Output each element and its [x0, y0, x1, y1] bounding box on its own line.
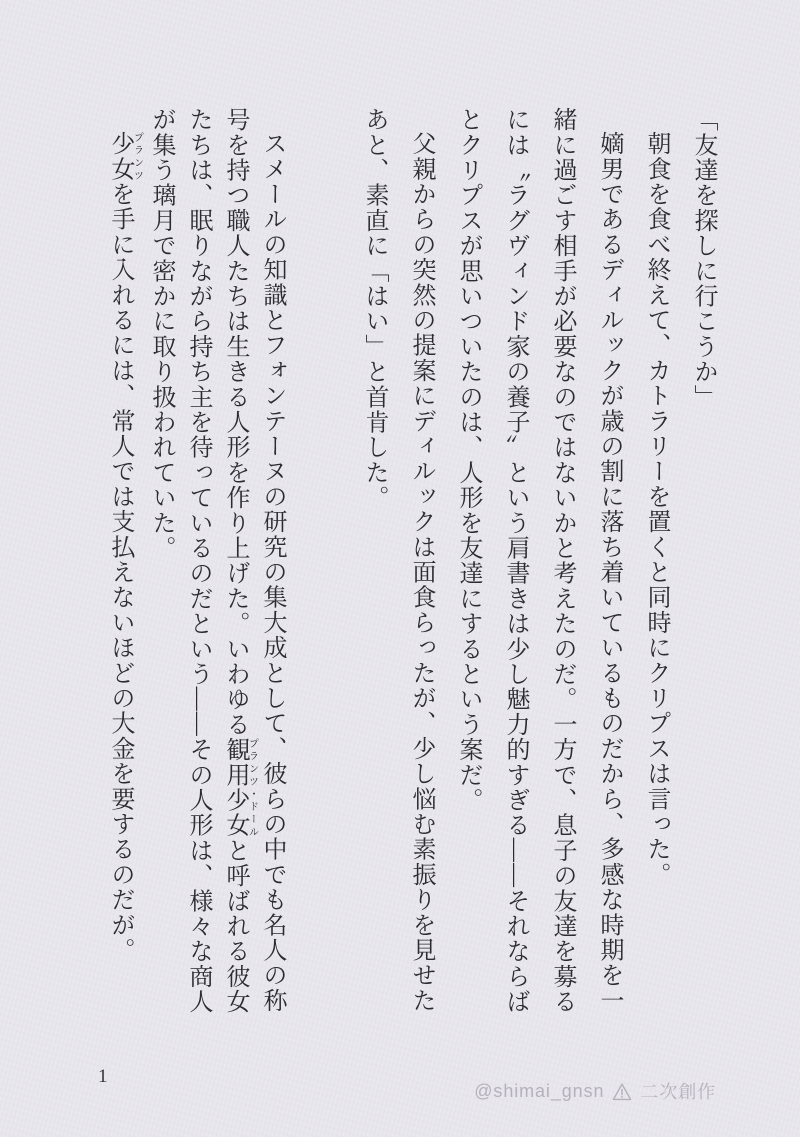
derivative-work-label: 二次創作	[640, 1082, 716, 1102]
paragraph: 父親からの突然の提案にディルックは面食らったが、少し悩む素振りを見せたあと、素直に「はい」と首肯した。	[361, 107, 434, 1013]
paragraph-text: と呼ばれる彼女たちは、眠りながら持ち主を待っているのだという――その人形は、様々な商人が集う璃月で密かに取り扱われていた。	[148, 107, 248, 1015]
ruby-plantz-doll	[222, 737, 258, 838]
ruby-base: 観用少女	[222, 737, 248, 838]
paragraph: 嫡男であるディルックが歳の割に落ち着いているものだから、多感な時期を一緒に過ごす相手が必要なのではないかと考えたのだ。一方で、息子の友達を募るには〝ラグヴィンド家の養子〟という肩書きは少し魅力的すぎる――それならばとクリプスが思いついたのは、人形を友達にするという案だ。	[455, 107, 622, 1015]
author-handle: @shimai_gnsn	[474, 1080, 605, 1101]
ruby-base: 少女	[107, 131, 133, 182]
footer-credit	[474, 1078, 716, 1104]
paragraph-text: スメールの知識とフォンテーヌの研究の集大成として、彼らの中でも名人の称号を持つ職人たちは生きる人形を作り上げた。いわゆる	[222, 107, 285, 1013]
ruby-plantz	[107, 131, 143, 182]
ruby-annotation: プランツ	[131, 131, 143, 182]
warning-triangle-icon	[611, 1081, 633, 1103]
story-section-second	[101, 107, 290, 1021]
story-section-first	[350, 107, 726, 1021]
paragraph-text: を手に入れるには、常人では支払えないほどの大金を要するのだが。	[107, 181, 133, 963]
ruby-annotation: プランツ・ドール	[246, 737, 258, 838]
paragraph	[101, 107, 142, 1021]
paragraph: 朝食を食べ終えて、カトラリーを置くと同時にクリプスは言った。	[643, 131, 669, 887]
paragraph	[142, 107, 290, 1021]
paragraph-dialogue: 「友達を探しに行こうか」	[690, 107, 716, 410]
page-number: 1	[98, 1066, 108, 1087]
